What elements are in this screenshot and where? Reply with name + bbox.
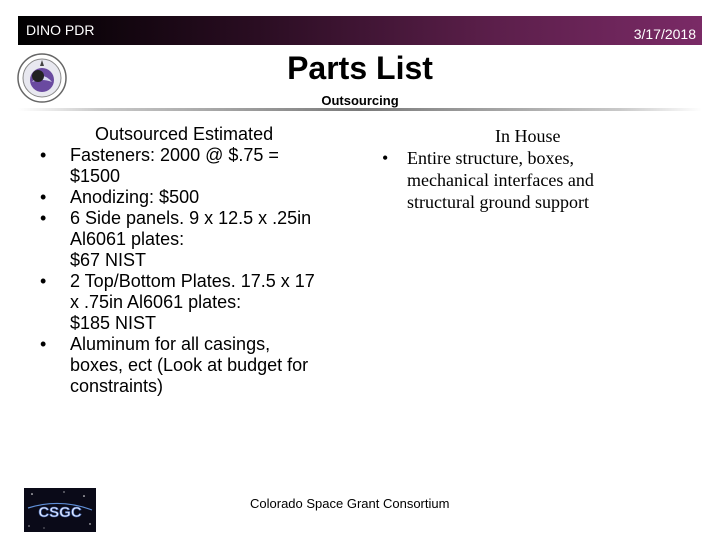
list-item (382, 147, 672, 213)
page-title: Parts List (287, 50, 433, 86)
bullet-icon: • (40, 187, 47, 207)
list-item-line: 6 Side panels. 9 x 12.5 x .25in (70, 208, 312, 228)
header-label: DINO PDR (26, 22, 95, 38)
list-item-line: structural ground support (407, 192, 589, 212)
page-subtitle: Outsourcing (321, 93, 399, 108)
list-item (40, 208, 360, 271)
bullet-icon: • (40, 208, 47, 228)
bullet-icon: • (382, 148, 389, 168)
list-item-line: Al6061 plates: (70, 229, 185, 249)
list-item-line: x .75in Al6061 plates: (70, 292, 242, 312)
outsourced-heading: Outsourced Estimated (95, 124, 274, 144)
outsourced-column (40, 124, 360, 397)
csgc-logo-text: CSGC (38, 504, 82, 521)
list-item-line: $1500 (70, 166, 121, 186)
in-house-list (382, 147, 672, 213)
list-item-line: Fasteners: 2000 @ $.75 = (70, 145, 279, 165)
in-house-column (382, 125, 672, 213)
header-date: 3/17/2018 (633, 26, 696, 42)
footer-text: Colorado Space Grant Consortium (250, 496, 450, 511)
list-item (40, 334, 360, 397)
list-item-line: $185 NIST (70, 313, 157, 333)
outsourced-list (40, 145, 360, 397)
list-item-line: 2 Top/Bottom Plates. 17.5 x 17 (70, 271, 315, 291)
header-bar (18, 16, 702, 45)
list-item-line: $67 NIST (70, 250, 147, 270)
list-item-line: boxes, ect (Look at budget for (70, 355, 309, 375)
csgc-logo (24, 488, 96, 532)
list-item-line: constraints) (70, 376, 164, 396)
list-item (40, 187, 360, 208)
list-item (40, 145, 360, 187)
list-item (40, 271, 360, 334)
list-item-line: Entire structure, boxes, (407, 148, 574, 168)
in-house-heading: In House (495, 126, 561, 146)
list-item-line: Aluminum for all casings, (70, 334, 271, 354)
list-item-line: mechanical interfaces and (407, 170, 594, 190)
list-item-line: Anodizing: $500 (70, 187, 200, 207)
title-divider (18, 108, 702, 111)
bullet-icon: • (40, 334, 47, 354)
bullet-icon: • (40, 271, 47, 291)
bullet-icon: • (40, 145, 47, 165)
